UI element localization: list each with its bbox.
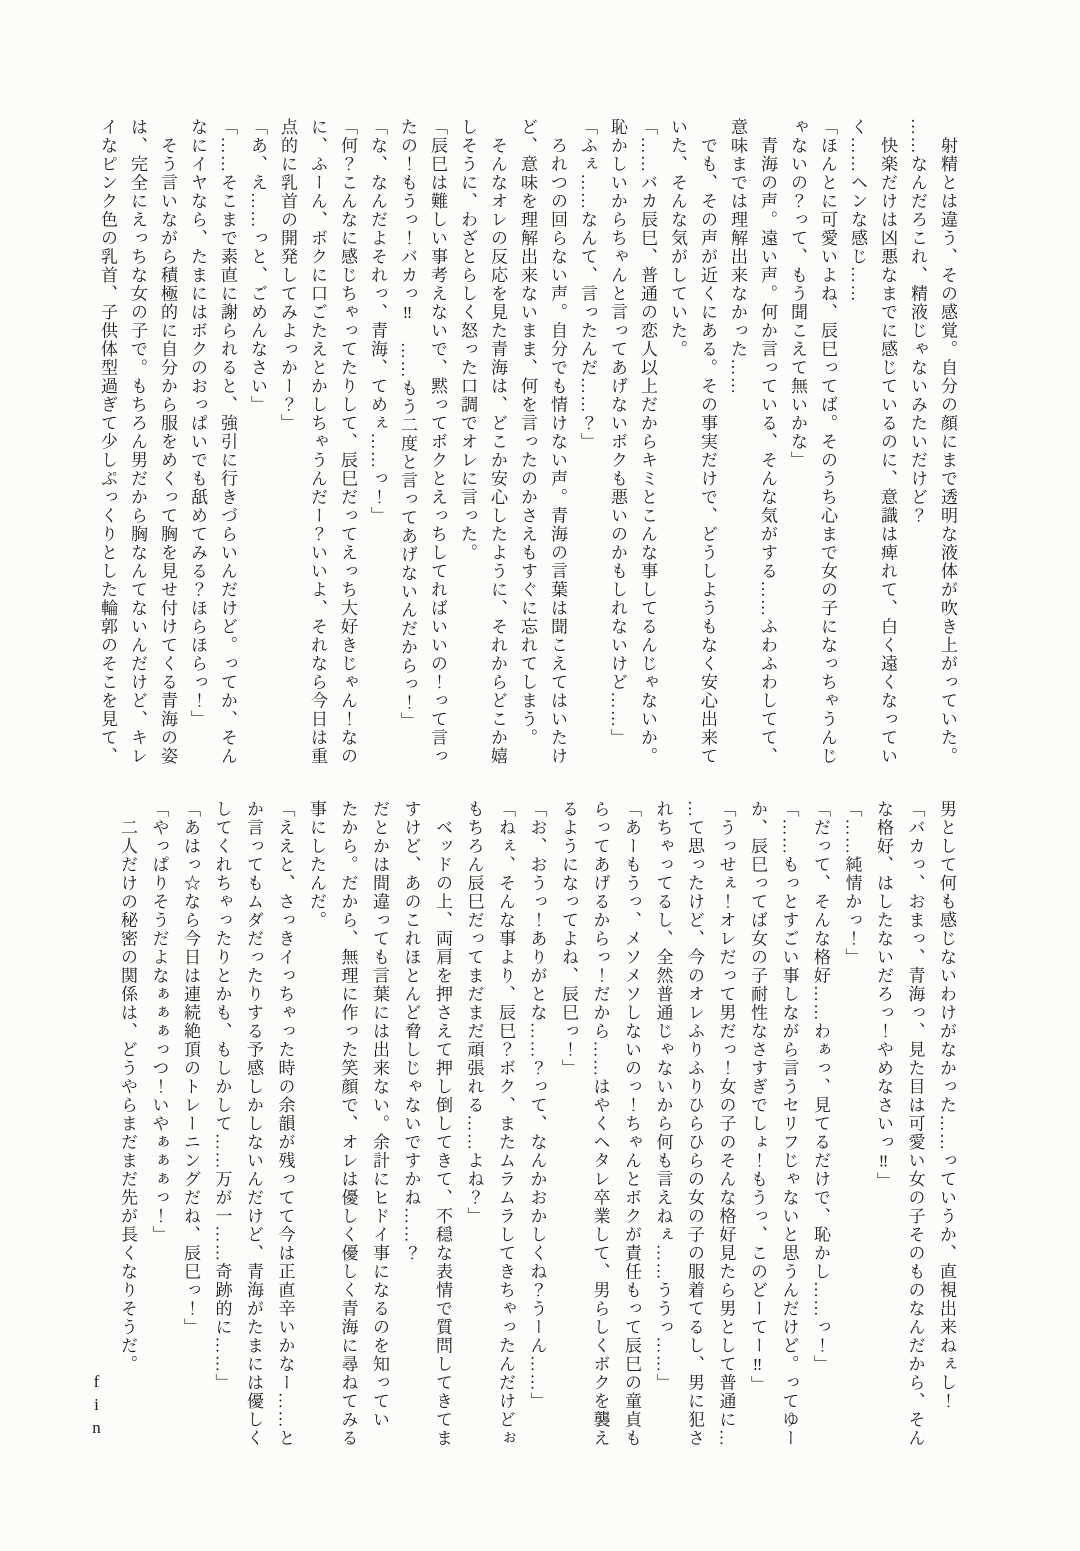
bottom-text-block xyxy=(112,800,963,1452)
text-line: 青海の声。遠い声。何か言っている、そんな気がする……ふわふわしてて、 xyxy=(758,118,777,766)
text-line: そう言いながら積極的に自分から服をめくって胸を見せ付けてくる青海の姿 xyxy=(158,118,177,766)
text-line: 「ねぇ、そんな事より、辰巳？ボク、またムラムラしてきちゃったんだけどぉ xyxy=(496,800,515,1448)
text-line: れちゃってるし、全然普通じゃないから何も言えねぇ……ううっ……」 xyxy=(653,800,673,1392)
text-line: 「……純情かっ！」 xyxy=(842,800,862,967)
text-line: 「な、なんだよそれっ、青海、てめぇ……っ！」 xyxy=(368,118,387,525)
text-line: らってあげるからっ！だから……はやくヘタレ卒業して、男らしくボクを襲え xyxy=(590,800,610,1448)
text-line: たから。だから、無理に作った笑顔で、オレは優しく優しく青海に尋ねてみる xyxy=(338,800,358,1448)
text-line: してくれちゃったりとかも、もしかして……万が一……奇跡的に……」 xyxy=(212,800,232,1392)
text-line: 「ふぇ……なんて、言ったんだ……？」 xyxy=(578,118,597,451)
text-line: 男として何も感じないわけがなかった……っていうか、直視出来ねぇし！ xyxy=(937,800,956,1411)
text-line: 「辰巳は難しい事考えないで、黙ってボクとえっちしてればいいの！って言っ xyxy=(428,118,447,766)
text-line: 「バカっ、おまっ、青海っ、見た目は可愛い女の子そのものなんだから、そん xyxy=(905,800,925,1448)
text-line: 「何？こんなに感じちゃってたりして、辰巳だってえっち大好きじゃん！なの xyxy=(338,118,357,766)
text-line: ベッドの上、両肩を押さえて押し倒してきて、不穏な表情で質問してきてま xyxy=(433,800,452,1448)
text-line: すけど、あのこれほとんど脅しじゃないですかね……？ xyxy=(401,800,421,1263)
text-line: もちろん辰巳だってまだまだ頑張れる……よね？」 xyxy=(464,800,484,1226)
text-line: 快楽だけは凶悪なまでに感じているのに、意識は痺れて、白く遠くなってい xyxy=(878,118,897,766)
text-line: 射精とは違う、その感覚。自分の顔にまで透明な液体が吹き上がっていた。 xyxy=(938,118,957,766)
text-line: 「あ、え……っと、ごめんなさい」 xyxy=(248,118,267,414)
fin-label: fin xyxy=(87,1372,106,1441)
text-line: たの！もうっ！バカっ‼ ……もう二度と言ってあげないんだからっ！」 xyxy=(398,118,417,731)
text-line: 「やっぱりそうだよなぁぁぁっつ！いやぁぁぁっ！」 xyxy=(149,800,169,1244)
text-line: ゃないの？って、もう聞こえて無いかな」 xyxy=(788,118,807,470)
text-line: に、ふーん、ボクに口ごたえとかしちゃうんだー？いいよ、それなら今日は重 xyxy=(308,118,327,766)
text-line: 「うっせぇ！オレだって男だっ！女の子のそんな格好見たら男として普通に… xyxy=(716,800,736,1448)
text-line: 恥かしいからちゃんと言ってあげないボクも悪いのかもしれないけど……」 xyxy=(608,118,627,747)
text-line: な格好、はしたないだろっ！やめなさいっ‼」 xyxy=(874,800,893,1191)
text-line: 意味までは理解出来なかった…… xyxy=(728,118,747,396)
text-line: 「……そこまで素直に謝られると、強引に行きづらいんだけど。ってか、そん xyxy=(218,118,237,766)
top-text-block xyxy=(92,118,962,774)
text-line: …て思ったけど、今のオレふりふりひらひらの女の子の服着てるし、男に犯さ xyxy=(685,800,704,1448)
text-line: か、辰巳ってば女の子耐性なさすぎでしょ！もうっ、このどーてー‼」 xyxy=(748,800,767,1394)
text-line: 「……バカ辰巳、普通の恋人以上だからキミとこんな事してるんじゃないか。 xyxy=(638,118,657,766)
text-line: 「あはっ☆なら今日は連続絶頂のトレーニングだね、辰巳っ！」 xyxy=(181,800,200,1337)
text-line: ……なんだろこれ、精液じゃないみたいだけど？ xyxy=(908,118,927,525)
text-line: だとかは間違っても言葉には出来ない。余計にヒドイ事になるのを知ってい xyxy=(370,800,389,1429)
text-line: いた、そんな気がしていた。 xyxy=(668,118,687,359)
text-line: 点的に乳首の開発してみよっかー？」 xyxy=(278,118,297,433)
text-line: 「だって、そんな格好……わぁっ、見てるだけで、恥かし……っ！」 xyxy=(811,800,830,1374)
text-line: 「ええと、さっきイっちゃった時の余韻が残ってて今は正直辛いかなー……と xyxy=(275,800,295,1448)
text-line: イなピンク色の乳首、子供体型過ぎて少しぷっくりとした輪郭のそこを見て、 xyxy=(98,118,117,766)
text-line: ろれつの回らない声。自分でも情けない声。青海の言葉は聞こえてはいたけ xyxy=(548,118,567,766)
text-line: 「あーもうっ、メソメソしないのっ！ちゃんとボクが責任もって辰巳の童貞も xyxy=(622,800,641,1448)
text-line: 「……もっとすごい事しながら言うセリフじゃないと思うんだけど。ってゆー xyxy=(779,800,799,1448)
text-line: 「お、おうっ！ありがとな……？って、なんかおかしくね？うーん……」 xyxy=(527,800,547,1411)
text-line: でも、その声が近くにある。その事実だけで、どうしようもなく安心出来て xyxy=(698,118,717,766)
text-line: 「ほんとに可愛いよね、辰巳ってば。そのうち心まで女の子になっちゃうんじ xyxy=(818,118,837,766)
text-line: く……ヘンな感じ…… xyxy=(848,118,867,303)
text-line: 事にしたんだ。 xyxy=(307,800,326,930)
text-line: は、完全にえっちな女の子で。もちろん男だから胸なんてないんだけど、キレ xyxy=(128,118,147,766)
text-line: か言ってもムダだったりする予感しかしないんだけど、青海がたまには優しく xyxy=(244,800,263,1448)
text-line: しそうに、わざとらしく怒った口調でオレに言った。 xyxy=(458,118,477,562)
text-line: るようになってよね、辰巳っ！」 xyxy=(559,800,578,1078)
text-line: なにイヤなら、たまにはボクのおっぱいでも舐めてみる？ほらほらっ！」 xyxy=(188,118,207,729)
text-line: そんなオレの反応を見た青海は、どこか安心したように、それからどこか嬉 xyxy=(488,118,507,766)
text-line: ど、意味を理解出来ないまま、何を言ったのかさえもすぐに忘れてしまう。 xyxy=(518,118,537,747)
text-line: 二人だけの秘密の関係は、どうやらまだまだ先が長くなりそうだ。 xyxy=(118,800,137,1374)
